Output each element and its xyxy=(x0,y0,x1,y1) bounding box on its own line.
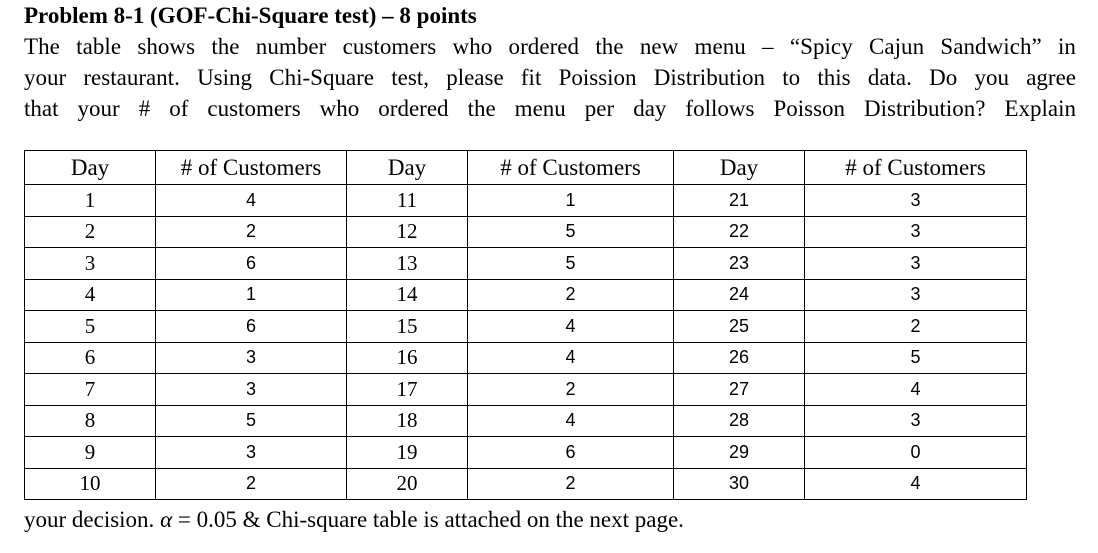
header-day-2: Day xyxy=(347,151,468,185)
customers-cell: 3 xyxy=(805,405,1027,437)
day-cell: 28 xyxy=(674,405,805,437)
table-row xyxy=(25,279,1027,311)
problem-title: Problem 8-1 (GOF-Chi-Square test) – 8 points xyxy=(24,3,477,28)
customers-cell: 2 xyxy=(156,468,347,500)
day-cell: 30 xyxy=(674,468,805,500)
table-row xyxy=(25,248,1027,280)
day-cell: 13 xyxy=(347,248,468,280)
day-cell: 9 xyxy=(25,437,156,469)
table-row xyxy=(25,374,1027,406)
day-cell: 4 xyxy=(25,279,156,311)
customers-cell: 3 xyxy=(805,185,1027,217)
header-day-1: Day xyxy=(25,151,156,185)
day-cell: 23 xyxy=(674,248,805,280)
footer-text-before: your decision. xyxy=(24,507,161,532)
day-cell: 6 xyxy=(25,342,156,374)
description-line-1: The table shows the number customers who ordered the new menu – “Spicy Cajun Sandwich” in xyxy=(24,34,1076,59)
customers-cell: 5 xyxy=(805,342,1027,374)
customers-cell: 4 xyxy=(156,185,347,217)
problem-footer xyxy=(24,507,684,533)
customers-cell: 5 xyxy=(468,248,674,280)
customers-cell: 6 xyxy=(156,248,347,280)
header-customers-1: # of Customers xyxy=(156,151,347,185)
customers-cell: 3 xyxy=(805,248,1027,280)
customer-data-table xyxy=(24,150,1027,500)
customers-cell: 5 xyxy=(156,405,347,437)
customers-cell: 2 xyxy=(468,468,674,500)
customers-cell: 3 xyxy=(156,437,347,469)
customers-cell: 2 xyxy=(468,374,674,406)
day-cell: 10 xyxy=(25,468,156,500)
table-body xyxy=(25,185,1027,500)
day-cell: 1 xyxy=(25,185,156,217)
customers-cell: 6 xyxy=(468,437,674,469)
customers-cell: 2 xyxy=(468,279,674,311)
footer-text-after: = 0.05 & Chi-square table is attached on the next page. xyxy=(172,507,684,532)
day-cell: 19 xyxy=(347,437,468,469)
table-header-row xyxy=(25,151,1027,185)
problem-description xyxy=(24,31,1076,124)
customers-cell: 3 xyxy=(805,216,1027,248)
alpha-symbol: α xyxy=(160,507,173,532)
day-cell: 3 xyxy=(25,248,156,280)
header-customers-3: # of Customers xyxy=(805,151,1027,185)
customers-cell: 3 xyxy=(156,342,347,374)
customers-cell: 1 xyxy=(468,185,674,217)
day-cell: 26 xyxy=(674,342,805,374)
customers-cell: 0 xyxy=(805,437,1027,469)
day-cell: 14 xyxy=(347,279,468,311)
day-cell: 17 xyxy=(347,374,468,406)
table-row xyxy=(25,405,1027,437)
table-row xyxy=(25,342,1027,374)
table-row xyxy=(25,468,1027,500)
day-cell: 7 xyxy=(25,374,156,406)
description-line-3: that your # of customers who ordered the menu per day follows Poisson Distribution? Explain xyxy=(24,96,1076,121)
header-customers-2: # of Customers xyxy=(468,151,674,185)
table-row xyxy=(25,311,1027,343)
customers-cell: 2 xyxy=(805,311,1027,343)
customers-cell: 4 xyxy=(805,374,1027,406)
header-day-3: Day xyxy=(674,151,805,185)
table-row xyxy=(25,216,1027,248)
day-cell: 22 xyxy=(674,216,805,248)
customers-cell: 3 xyxy=(156,374,347,406)
day-cell: 25 xyxy=(674,311,805,343)
description-line-2: your restaurant. Using Chi-Square test, please fit Poission Distribution to this data. Do you agree xyxy=(24,65,1076,90)
day-cell: 21 xyxy=(674,185,805,217)
table-row xyxy=(25,437,1027,469)
day-cell: 27 xyxy=(674,374,805,406)
customers-cell: 4 xyxy=(468,342,674,374)
day-cell: 18 xyxy=(347,405,468,437)
day-cell: 2 xyxy=(25,216,156,248)
day-cell: 12 xyxy=(347,216,468,248)
day-cell: 16 xyxy=(347,342,468,374)
customers-cell: 4 xyxy=(468,405,674,437)
customers-cell: 1 xyxy=(156,279,347,311)
customers-cell: 6 xyxy=(156,311,347,343)
day-cell: 11 xyxy=(347,185,468,217)
customers-cell: 4 xyxy=(468,311,674,343)
day-cell: 5 xyxy=(25,311,156,343)
day-cell: 15 xyxy=(347,311,468,343)
customers-cell: 2 xyxy=(156,216,347,248)
customers-cell: 3 xyxy=(805,279,1027,311)
customers-cell: 5 xyxy=(468,216,674,248)
day-cell: 8 xyxy=(25,405,156,437)
day-cell: 24 xyxy=(674,279,805,311)
customers-cell: 4 xyxy=(805,468,1027,500)
table-row xyxy=(25,185,1027,217)
day-cell: 20 xyxy=(347,468,468,500)
day-cell: 29 xyxy=(674,437,805,469)
